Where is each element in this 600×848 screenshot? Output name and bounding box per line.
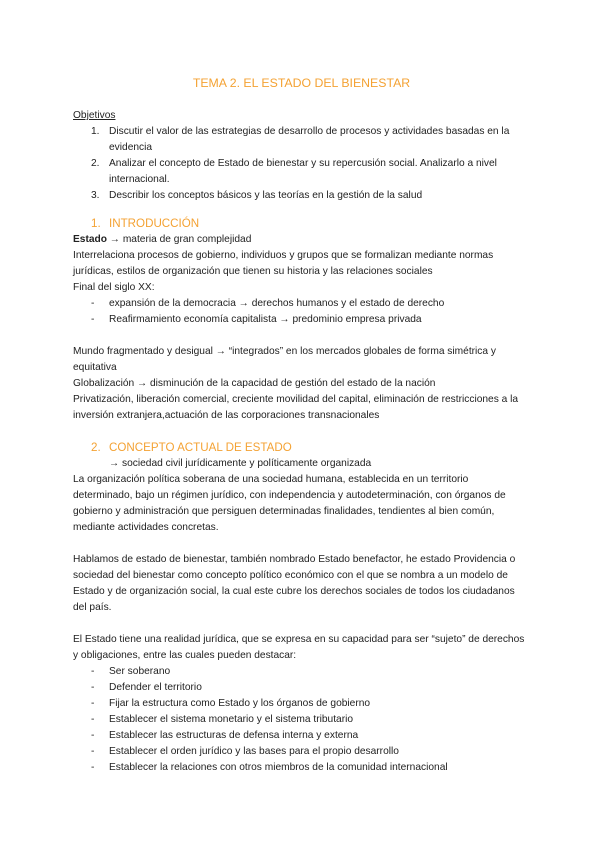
list-item-text: Ser soberano bbox=[109, 666, 171, 677]
paragraph: Globalización → disminución de la capacidad de gestión del estado de la nación bbox=[73, 378, 436, 389]
list-item-text: Defender el territorio bbox=[109, 682, 202, 693]
paragraph: Final del siglo XX: bbox=[73, 282, 155, 293]
paragraph: Privatización, liberación comercial, creciente movilidad del capital, eliminación de restricciones a la inversión extranjera,actuación de las corporaciones transnacionales bbox=[73, 394, 519, 421]
objective-number: 2. bbox=[91, 158, 100, 169]
objectives-list bbox=[73, 124, 530, 204]
list-item: - expansión de la democracia → derechos humanos y el estado de derecho bbox=[91, 298, 445, 309]
section-number: 2. bbox=[91, 441, 101, 454]
estado-line bbox=[73, 232, 530, 248]
list-item-text: Establecer la relaciones con otros miembros de la comunidad internacional bbox=[109, 762, 448, 773]
section-title: INTRODUCCIÓN bbox=[109, 217, 200, 230]
objective-item bbox=[91, 124, 530, 156]
list-item: - Establecer el sistema monetario y el sistema tributario bbox=[91, 714, 354, 725]
paragraph: La organización política soberana de una sociedad humana, establecida en un territorio determinado, bajo un régimen jurídico, con independencia y autodeterminación, con órganos de gobierno y administración que persiguen determinadas finalidades, tendientes al bien común, mediante actividades concretas. bbox=[73, 474, 506, 533]
objective-text: Describir los conceptos básicos y las teorías en la gestión de la salud bbox=[109, 190, 423, 201]
list-item: - Establecer el orden jurídico y las bases para el propio desarrollo bbox=[91, 746, 399, 757]
paragraph: Hablamos de estado de bienestar, también nombrado Estado benefactor, he estado Providencia o sociedad del bienestar como concepto político económico con el que se nombra a un modelo de Estado y de organización social, la cual este cubre los derechos sociales de todos los ciudadanos del país. bbox=[73, 554, 516, 613]
list-item: - Establecer la relaciones con otros miembros de la comunidad internacional bbox=[91, 762, 448, 773]
section-title: CONCEPTO ACTUAL DE ESTADO bbox=[109, 441, 292, 454]
list-item-text: expansión de la democracia → derechos humanos y el estado de derecho bbox=[109, 298, 445, 309]
section-number: 1. bbox=[91, 217, 101, 230]
section-heading-concepto bbox=[73, 440, 530, 456]
document-title: TEMA 2. EL ESTADO DEL BIENESTAR bbox=[192, 76, 411, 90]
objectives-label: Objetivos bbox=[73, 110, 116, 121]
objective-item bbox=[91, 156, 530, 188]
list-item-text: Establecer el orden jurídico y las bases para el propio desarrollo bbox=[109, 746, 399, 757]
estado-definition: → materia de gran complejidad bbox=[106, 234, 252, 245]
list-item-text: Reafirmamiento economía capitalista → predominio empresa privada bbox=[109, 314, 422, 325]
paragraph: Mundo fragmentado y desigual → “integrados” en los mercados globales de forma simétrica y equitativa bbox=[73, 346, 496, 373]
paragraph: Interrelaciona procesos de gobierno, individuos y grupos que se formalizan mediante normas jurídicas, estilos de organización que tienen su historia y las relaciones sociales bbox=[73, 250, 494, 277]
list-item: - Establecer las estructuras de defensa interna y externa bbox=[91, 730, 359, 741]
objective-number: 3. bbox=[91, 190, 100, 201]
list-item-text: Fijar la estructura como Estado y los órganos de gobierno bbox=[109, 698, 371, 709]
paragraph: El Estado tiene una realidad jurídica, que se expresa en su capacidad para ser “sujeto” de derechos y obligaciones, entre las cuales pueden destacar: bbox=[73, 634, 525, 661]
list-item-text: Establecer las estructuras de defensa interna y externa bbox=[109, 730, 359, 741]
list-item: - Defender el territorio bbox=[91, 682, 202, 693]
list-item-text: Establecer el sistema monetario y el sistema tributario bbox=[109, 714, 354, 725]
section-subtitle: → sociedad civil jurídicamente y políticamente organizada bbox=[109, 458, 372, 469]
list-item: - Ser soberano bbox=[91, 666, 171, 677]
bullet-list bbox=[73, 664, 530, 776]
list-item: - Reafirmamiento economía capitalista → predominio empresa privada bbox=[91, 314, 422, 325]
objective-text: Discutir el valor de las estrategias de desarrollo de procesos y actividades basadas en la evidencia bbox=[109, 126, 510, 153]
objective-text: Analizar el concepto de Estado de bienestar y su repercusión social. Analizarlo a nivel internacional. bbox=[109, 158, 497, 185]
section-heading-introduccion bbox=[73, 216, 530, 232]
bullet-list bbox=[73, 296, 530, 328]
objective-number: 1. bbox=[91, 126, 100, 137]
list-item: - Fijar la estructura como Estado y los órganos de gobierno bbox=[91, 698, 371, 709]
objective-item bbox=[91, 188, 530, 204]
estado-term: Estado bbox=[73, 234, 107, 245]
